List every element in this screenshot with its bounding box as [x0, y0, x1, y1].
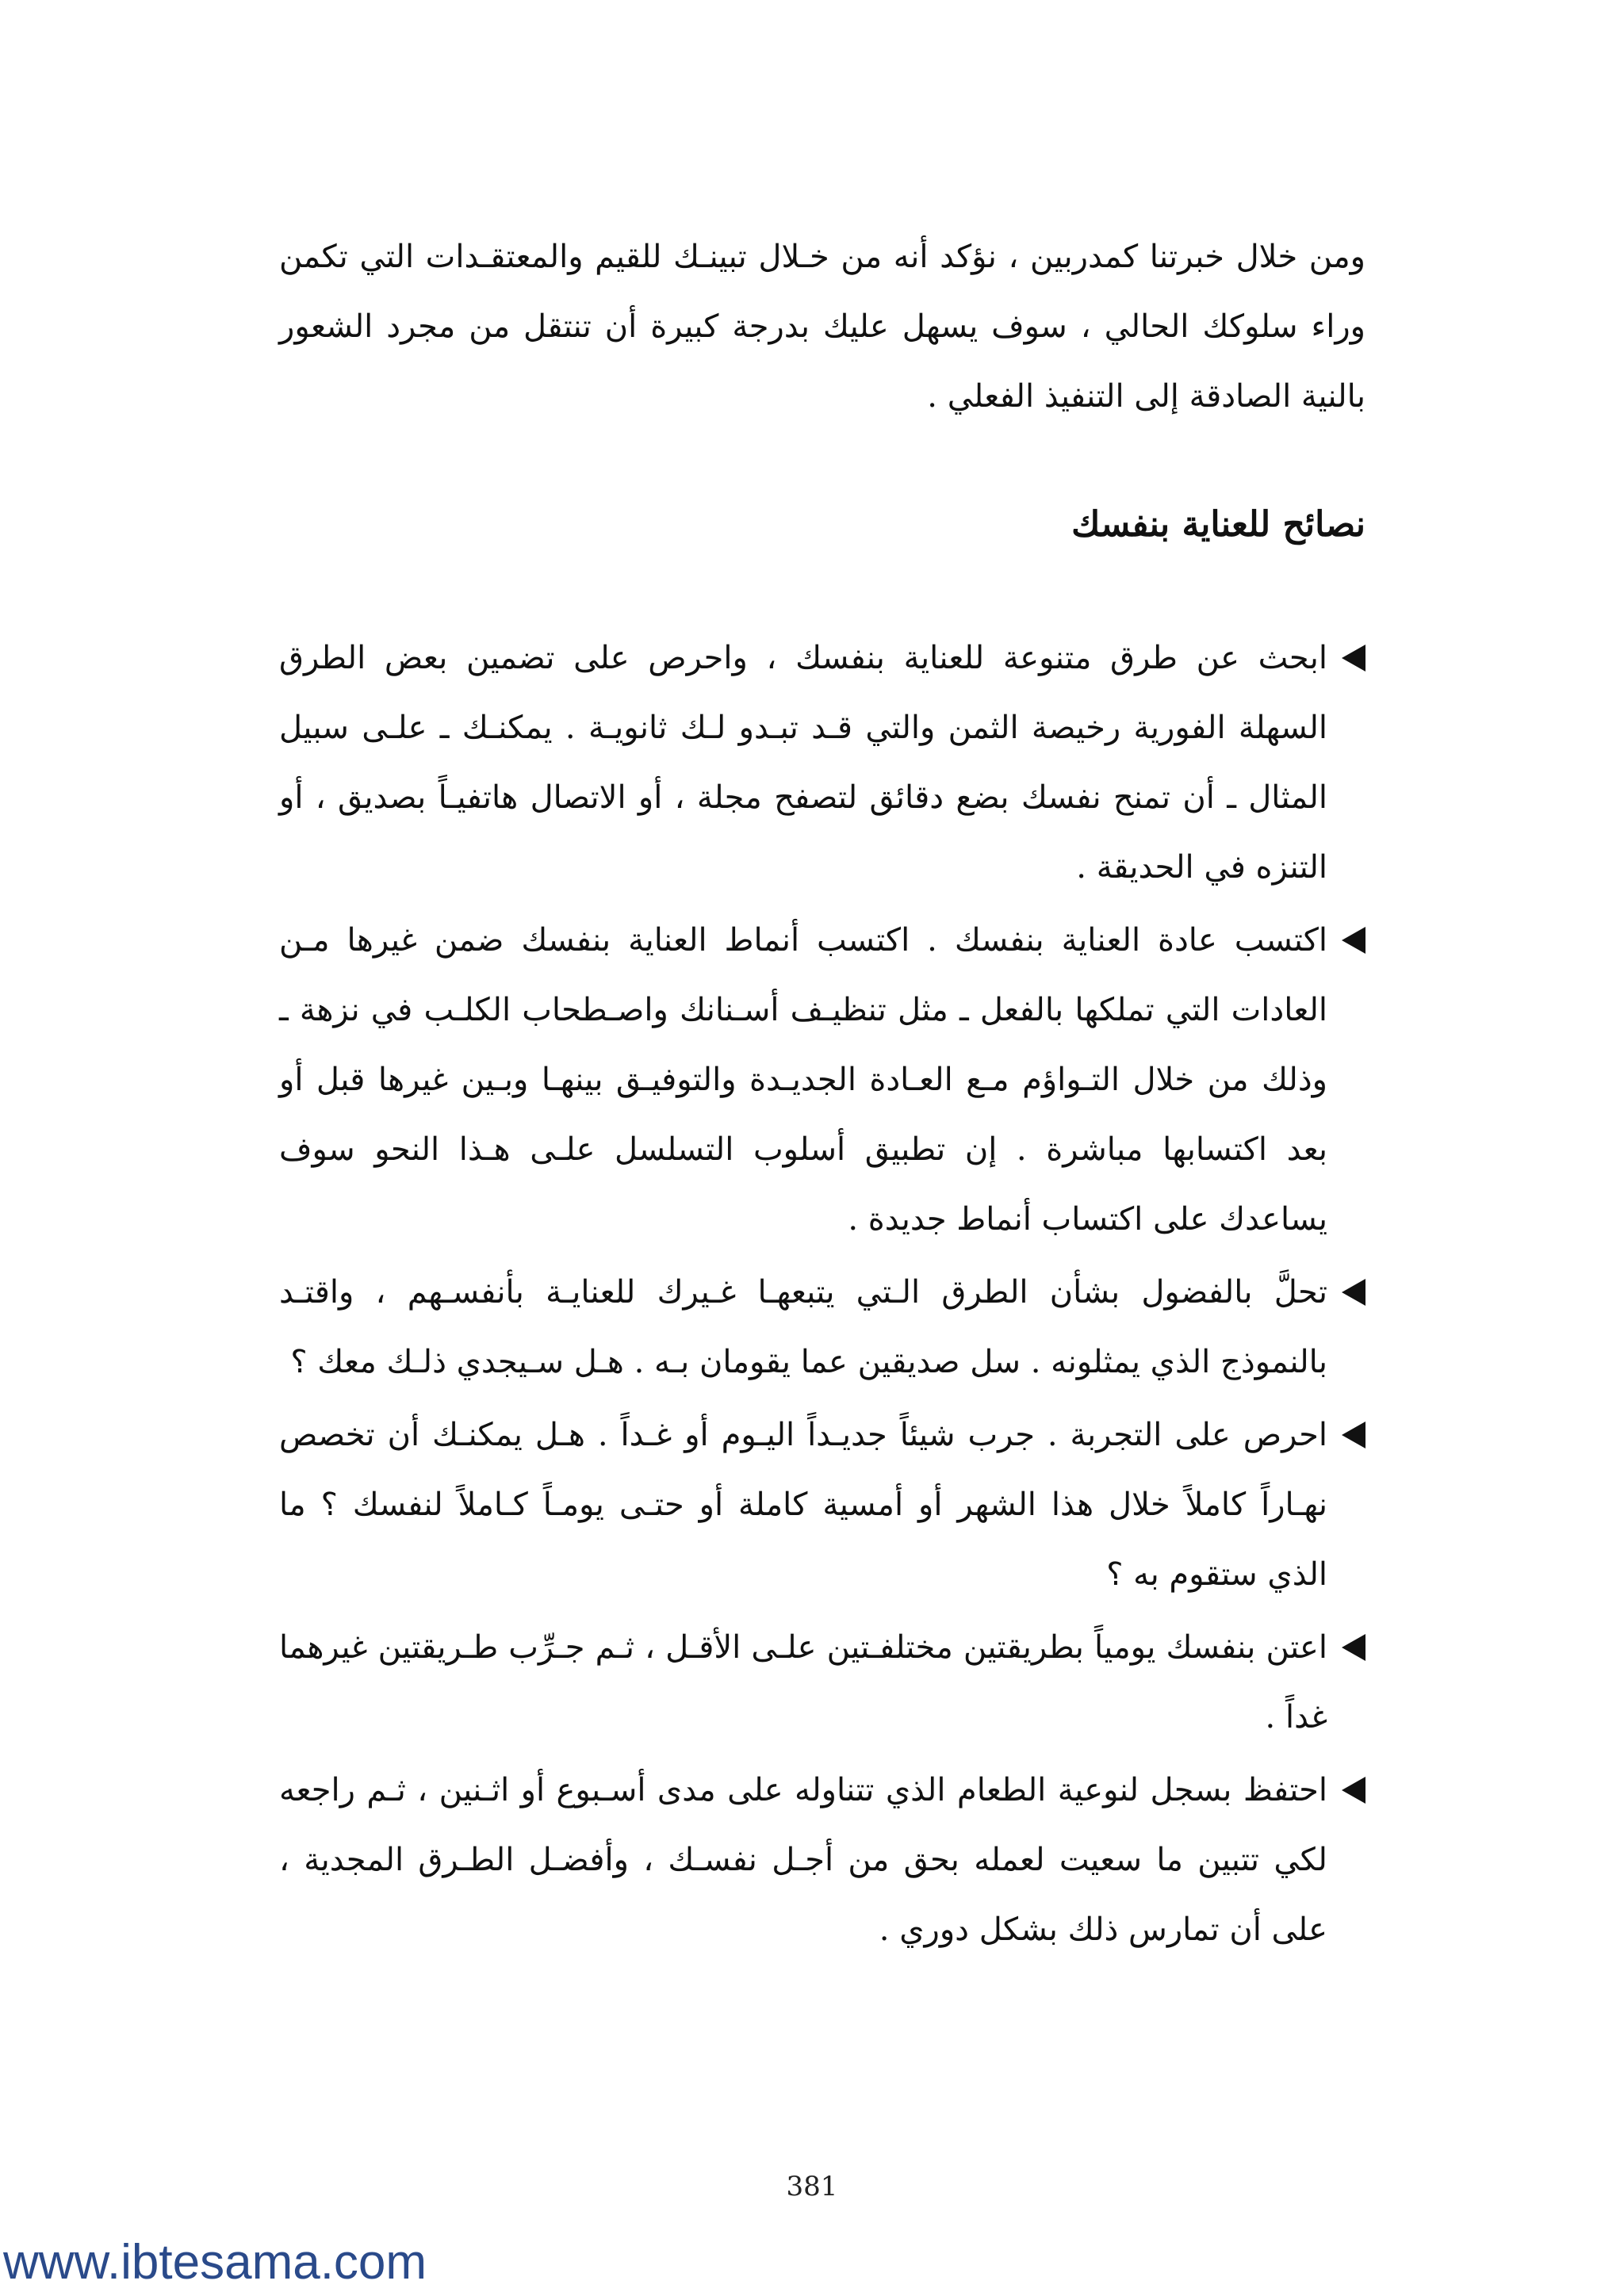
triangle-bullet-icon — [1327, 1755, 1365, 1825]
section-heading: نصائح للعناية بنفسك — [1071, 504, 1365, 545]
list-item — [279, 1257, 1365, 1397]
tip-text: اكتسب عادة العناية بنفسك . اكتسب أنماط العناية بنفسك ضمن غيرها مـن العادات التي تملكها بالفعل ـ مثل تنظيـف أسـنانك واصـطحاب الكلـب في نزهة ـ وذلك من خلال التـواؤم مـع العـادة الجديـدة والتوفيـق بينهـا وبـين غيرها قبل أو بعد اكتسابها مباشرة . إن تطبيق أسلوب التسلسل علـى هـذا النحو سوف يساعدك على اكتساب أنماط جديدة . — [279, 922, 1327, 1238]
tips-list — [279, 623, 1365, 1965]
list-item — [279, 1400, 1365, 1609]
triangle-bullet-icon — [1327, 1400, 1365, 1470]
tip-text: احرص على التجربة . جرب شيئاً جديـداً اليـوم أو غـداً . هـل يمكنـك أن تخصص نهـاراً كاملاً خلال هذا الشهر أو أمسية كاملة أو حتـى يومـاً كـاملاً لنفسك ؟ ما الذي ستقوم به ؟ — [279, 1417, 1327, 1593]
tip-text: ابحث عن طرق متنوعة للعناية بنفسك ، واحرص على تضمين بعض الطرق السهلة الفورية رخيصة الثمن والتي قـد تبـدو لـك ثانويـة . يمكنـك ـ علـى سبيل المثال ـ أن تمنح نفسك بضع دقائق لتصفح مجلة ، أو الاتصال هاتفيـاً بصديق ، أو التنزه في الحديقة . — [279, 640, 1327, 886]
triangle-bullet-icon — [1327, 623, 1365, 693]
page-content — [279, 222, 1365, 1968]
list-item — [279, 623, 1365, 902]
intro-paragraph: ومن خلال خبرتنا كمدربين ، نؤكد أنه من خـلال تبينـك للقيم والمعتقـدات التي تكمن وراء سلوكك الحالي ، سوف يسهل عليك بدرجة كبيرة أن تنتقل من مجرد الشعور بالنية الصادقة إلى التنفيذ الفعلي . — [279, 239, 1366, 415]
triangle-bullet-icon — [1327, 1257, 1365, 1327]
triangle-bullet-icon — [1327, 1613, 1365, 1682]
page-number: 381 — [786, 2171, 838, 2202]
tip-text: احتفظ بسجل لنوعية الطعام الذي تتناوله على مدى أسـبوع أو اثـنين ، ثـم راجعه لكي تتبين ما سعيت لعمله بحق من أجـل نفسـك ، وأفضـل الطـرق المجدية ، على أن تمارس ذلك بشكل دوري . — [279, 1772, 1327, 1948]
tip-text: اعتن بنفسك يومياً بطريقتين مختلفـتين علـى الأقـل ، ثـم جـرِّب طـريقتين غيرهما غداً . — [279, 1629, 1327, 1735]
triangle-bullet-icon — [1327, 905, 1365, 975]
list-item — [279, 1755, 1365, 1965]
watermark-url: www.ibtesama.com — [3, 2235, 427, 2290]
tip-text: تحلَّ بالفضول بشأن الطرق الـتي يتبعهـا غـيرك للعنايـة بأنفسـهم ، واقتـد بالنموذج الذي يمثلونه . سل صديقين عما يقومان بـه . هـل سـيجدي ذلـك معك ؟ — [279, 1274, 1327, 1380]
list-item — [279, 1613, 1365, 1752]
list-item — [279, 905, 1365, 1254]
